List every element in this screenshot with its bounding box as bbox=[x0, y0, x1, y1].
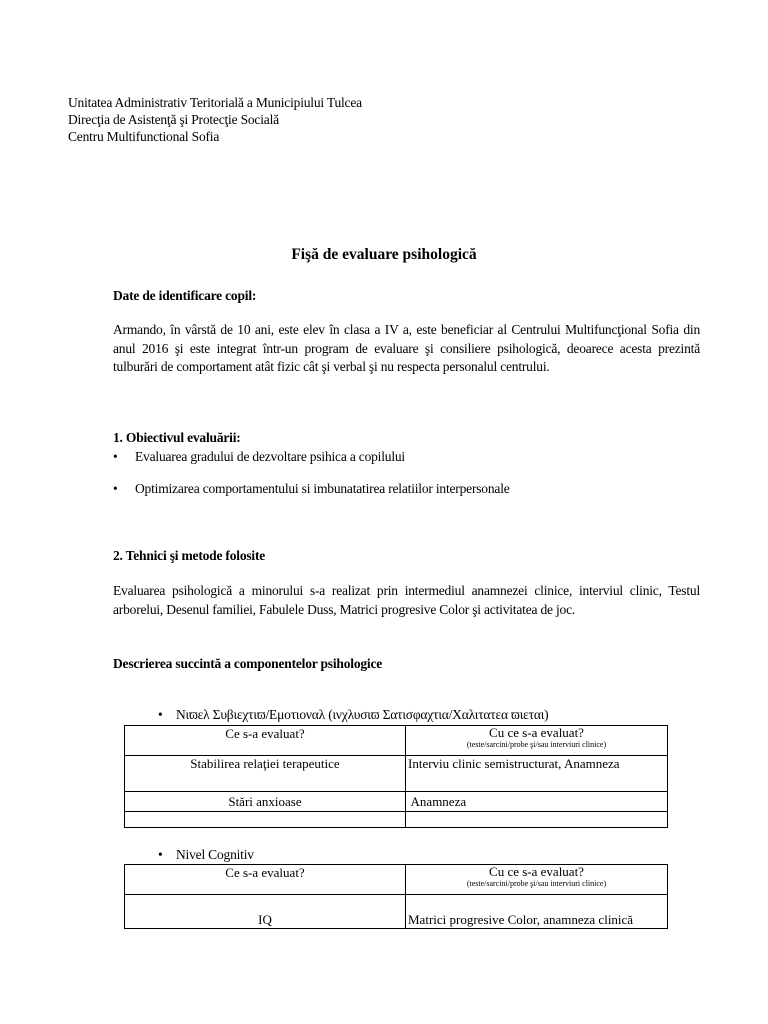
table-header-row bbox=[125, 865, 668, 895]
bullet-icon: • bbox=[113, 449, 118, 464]
table-header-cell: Ce s-a evaluat? bbox=[125, 865, 406, 895]
header-line-3: Centru Multifunctional Sofia bbox=[68, 129, 220, 144]
table-row bbox=[125, 792, 668, 812]
table-cell: Stări anxioase bbox=[125, 792, 406, 812]
objective-heading: 1. Obiectivul evaluării: bbox=[113, 430, 241, 445]
table-row bbox=[125, 756, 668, 792]
bullet-icon: • bbox=[113, 481, 118, 496]
section2-label: • Nivel Cognitiv bbox=[158, 847, 254, 862]
objective-item-2: • Optimizarea comportamentului si imbunatatirea relatiilor interpersonale bbox=[113, 481, 510, 496]
header-line-1: Unitatea Administrativ Teritorială a Municipiului Tulcea bbox=[68, 95, 362, 110]
table-row bbox=[125, 895, 668, 929]
table-cell: Matrici progresive Color, anamneza clinică bbox=[406, 895, 668, 929]
bullet-icon: • bbox=[158, 707, 163, 722]
evaluation-table-cognitive bbox=[124, 864, 668, 929]
document-title: Fişă de evaluare psihologică bbox=[291, 246, 477, 263]
table-cell: Anamneza bbox=[406, 792, 668, 812]
table-cell: Interviu clinic semistructurat, Anamneza bbox=[406, 756, 668, 792]
identification-text: Armando, în vârstă de 10 ani, este elev în clasa a IV a, este beneficiar al Centrului Multifuncţional Sofia din anul 2016 şi este integrat într-un program de evaluare şi consiliere psihologică, deoarece acesta prezintă tulburări de comportament atât fizic cât şi verbal şi nu respecta personalul centrului. bbox=[113, 322, 700, 374]
table-cell: Stabilirea relaţiei terapeutice bbox=[125, 756, 406, 792]
section1-label: • Νιϖελ Συβιεχτιϖ/Εμοτιοναλ (ινχλυσιϖ Σατισφαχτια/Χαλιτατεα ϖιεται) bbox=[158, 707, 549, 722]
identification-heading: Date de identificare copil: bbox=[113, 288, 257, 303]
table-header-cell: Ce s-a evaluat? bbox=[125, 726, 406, 756]
table-cell: IQ bbox=[125, 895, 406, 929]
header-line-2: Direcţia de Asistenţă şi Protecţie Socială bbox=[68, 112, 279, 127]
objective-item-1: • Evaluarea gradului de dezvoltare psihica a copilului bbox=[113, 449, 405, 464]
components-heading: Descrierea succintă a componentelor psihologice bbox=[113, 656, 383, 671]
institution-header bbox=[68, 94, 362, 145]
table-header-row bbox=[125, 726, 668, 756]
methods-text: Evaluarea psihologică a minorului s-a realizat prin intermediul anamnezei clinice, interviul clinic, Testul arborelui, Desenul familiei, Fabulele Duss, Matrici progresive Color şi activitatea de joc. bbox=[113, 583, 700, 617]
table-header-cell: Cu ce s-a evaluat? (teste/sarcini/probe şi/sau interviuri clinice) bbox=[406, 865, 668, 895]
table-cell bbox=[406, 812, 668, 828]
evaluation-table-emotional bbox=[124, 725, 668, 828]
table-row bbox=[125, 812, 668, 828]
methods-heading: 2. Tehnici şi metode folosite bbox=[113, 548, 266, 563]
table-cell bbox=[125, 812, 406, 828]
table-header-cell: Cu ce s-a evaluat? (teste/sarcini/probe şi/sau interviuri clinice) bbox=[406, 726, 668, 756]
bullet-icon: • bbox=[158, 847, 163, 862]
